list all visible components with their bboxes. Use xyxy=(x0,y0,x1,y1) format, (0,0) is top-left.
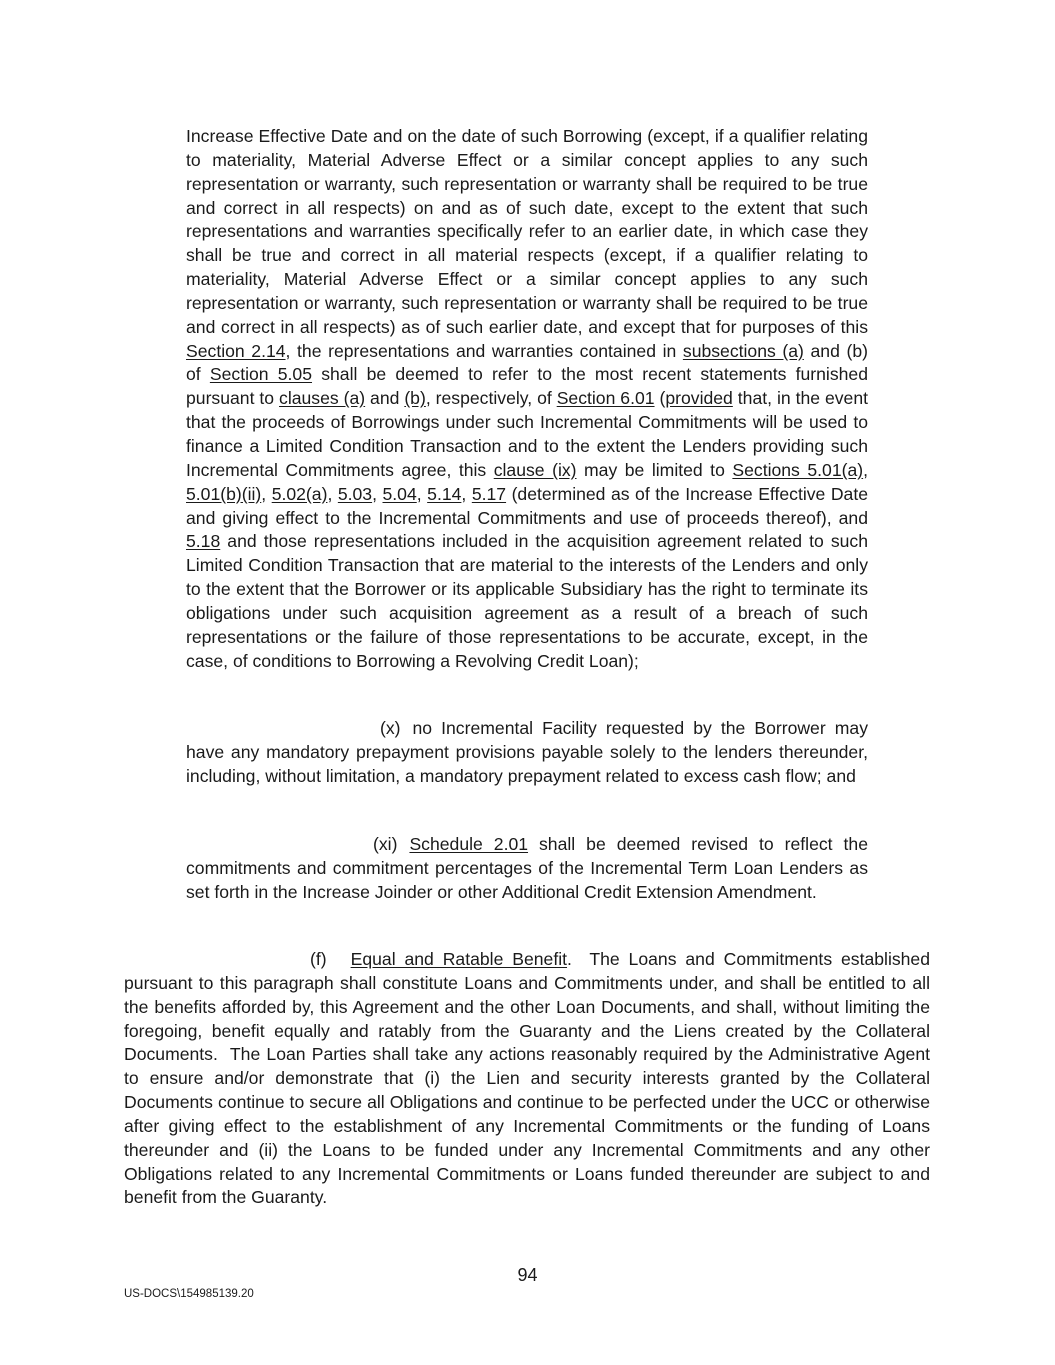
text-run: , xyxy=(863,459,868,480)
section-label-f: (f) xyxy=(310,949,327,969)
cross-reference-subsections-a: subsections (a) xyxy=(682,340,804,361)
text-run: , the representations and warranties contained in xyxy=(285,340,683,361)
paragraph-ix-continuation xyxy=(186,125,868,673)
clause-text-x: no Incremental Facility requested by the Borrower may have any mandatory prepayment provisions payable solely to the lenders thereunder, including, without limitation, a mandatory prepayment related to excess cash flow; and xyxy=(186,718,868,786)
cross-reference-5-02-a: 5.02(a) xyxy=(271,483,328,504)
text-run: , xyxy=(416,483,428,504)
cross-reference-sections-5-01-a: Sections 5.01(a) xyxy=(732,459,864,480)
text-run: shall be deemed to refer to the most recent statements furnished pursuant to xyxy=(186,364,868,409)
text-run: and (b) of xyxy=(186,340,868,385)
section-heading-equal-and-ratable-benefit: Equal and Ratable Benefit xyxy=(350,949,568,969)
emphasis-provided: provided xyxy=(665,388,733,409)
paragraph-f xyxy=(124,948,935,1210)
cross-reference-5-17: 5.17 xyxy=(471,483,507,504)
section-text-f: The Loans and Commitments established pursuant to this paragraph shall constitute Loans and Commitments under, and shall be entitled to all the benefits afforded by, this Agreement and the other Loan Documents, and shall, without limiting the foregoing, benefit equally and ratably from the Guaranty and the Liens created by the Collateral Documents. The Loan Parties shall take any actions reasonably required by the Administrative Agent to ensure and/or demonstrate that (i) the Lien and security interests granted by the Collateral Documents continue to secure all Obligations and continue to be perfected under the UCC or otherwise after giving effect to the establishment of any Incremental Commitments or the funding of Loans thereunder and (ii) the Loans to be funded under any Incremental Commitments and any other Obligations related to any Incremental Commitments or Loans funded thereunder are subject to and benefit from the Guaranty. xyxy=(124,949,935,1208)
text-run: and those representations included in the acquisition agreement related to such Limited Condition Transaction that are material to the interests of the Lenders and only to the extent that the Borrower or its applicable Subsidiary has the right to terminate its obligations under such acquisition agreement as a result of a breach of such representations or the failure of those representations to be accurate, except, in the case, of conditions to Borrowing a Revolving Credit Loan); xyxy=(186,531,868,671)
cross-reference-5-18: 5.18 xyxy=(186,531,221,552)
cross-reference-schedule-2-01: Schedule 2.01 xyxy=(409,834,529,854)
cross-reference-5-01-b-ii: 5.01(b)(ii) xyxy=(186,483,262,504)
text-run: , xyxy=(372,483,383,504)
cross-reference-section-2-14: Section 2.14 xyxy=(186,340,286,361)
clause-label-xi: (xi) xyxy=(373,834,398,854)
paragraph-xi xyxy=(186,833,868,905)
text-run: (determined as of the Increase Effective Date and giving effect to the Incremental Commitments and use of proceeds thereof), and xyxy=(186,483,869,528)
page-number: 94 xyxy=(517,1265,538,1285)
text-run: , respectively, of xyxy=(425,388,557,409)
text-run: may be limited to xyxy=(576,459,733,480)
text-run: , xyxy=(461,483,472,504)
cross-reference-b: (b) xyxy=(404,388,426,409)
cross-reference-section-6-01: Section 6.01 xyxy=(556,388,655,409)
clause-label-x: (x) xyxy=(380,718,401,738)
cross-reference-5-03: 5.03 xyxy=(337,483,373,504)
document-id: US-DOCS\154985139.20 xyxy=(124,1288,254,1300)
cross-reference-clauses-a: clauses (a) xyxy=(279,388,366,409)
cross-reference-5-04: 5.04 xyxy=(382,483,417,504)
cross-reference-5-14: 5.14 xyxy=(427,483,462,504)
text-run: ( xyxy=(654,388,666,409)
text-run: that, in the event that the proceeds of Borrowings under such Incremental Commitments will be used to finance a Limited Condition Transaction and to the extent the Lenders providing such Incremental Commitments agree, this xyxy=(186,388,868,480)
paragraph-x xyxy=(186,717,868,789)
text-run: Increase Effective Date and on the date of such Borrowing (except, if a qualifier relating to materiality, Material Adverse Effect or a similar concept applies to any such representation or warranty, such representation or warranty shall be required to be true and correct in all respects) on and as of such date, except to the extent that such representations and warranties specifically refer to an earlier date, in which case they shall be true and correct in all material respects (except, if a qualifier relating to materiality, Material Adverse Effect or a similar concept applies to any such representation or warranty, such representation or warranty shall be required to be true and correct in all respects) as of such earlier date, and except that for purposes of this xyxy=(186,126,868,337)
text-run: , xyxy=(327,483,338,504)
text-run: , xyxy=(261,483,272,504)
clause-text-xi: shall be deemed revised to reflect the commitments and commitment percentages of the Incremental Term Loan Lenders as set forth in the Increase Joinder or other Additional Credit Extension Amendment. xyxy=(186,834,868,902)
cross-reference-clause-ix: clause (ix) xyxy=(493,459,577,480)
cross-reference-section-5-05: Section 5.05 xyxy=(209,364,313,385)
text-run: and xyxy=(365,388,405,409)
heading-suffix: . xyxy=(567,949,572,969)
